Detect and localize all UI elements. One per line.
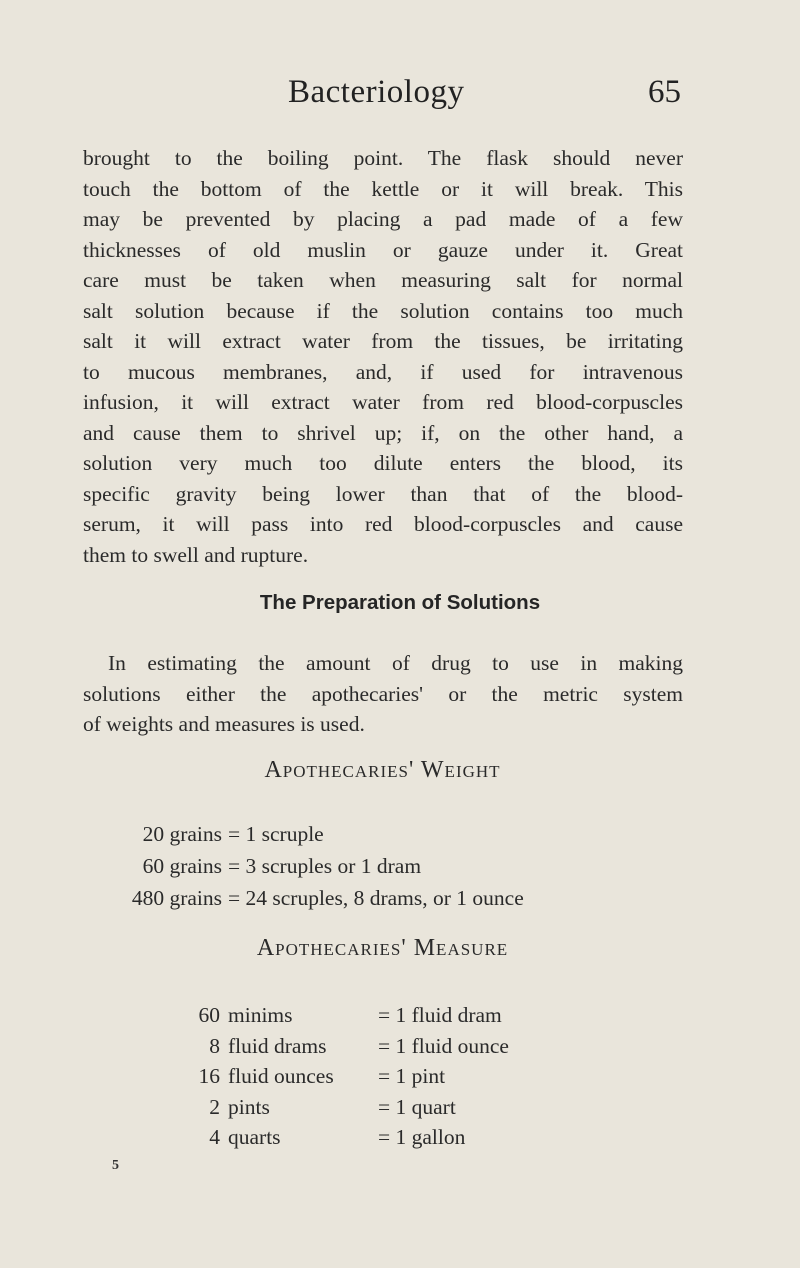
measure-table [0, 1003, 800, 1156]
text-line: may be prevented by placing a pad made of a few [83, 207, 683, 231]
text-line: to mucous membranes, and, if used for intravenous [83, 359, 683, 384]
text-line: specific gravity being lower than that of the blood- [83, 481, 683, 506]
weight-row [0, 822, 800, 854]
measure-unit: fluid ounces [228, 1064, 334, 1088]
measure-row [0, 1003, 800, 1034]
text-line: solutions either the apothecaries' or the metric system [83, 681, 683, 706]
weight-equivalent: = 3 scruples or 1 dram [228, 854, 422, 878]
text-line: infusion, it will extract water from red blood-corpuscles [83, 390, 683, 414]
measure-unit: pints [228, 1094, 270, 1119]
weight-table [0, 822, 800, 918]
text-line: touch the bottom of the kettle or it will break. This [83, 176, 683, 201]
text-line: solution very much too dilute enters the blood, its [83, 451, 683, 475]
running-head [0, 74, 800, 124]
body-paragraph [83, 648, 683, 740]
signature-mark: 5 [112, 1158, 119, 1173]
weight-equivalent: = 24 scruples, 8 drams, or 1 ounce [228, 886, 524, 910]
measure-equivalent: = 1 pint [378, 1064, 446, 1088]
text-line: thicknesses of old muslin or gauze under it. Great [83, 237, 683, 262]
section-heading: The Preparation of Solutions [259, 591, 541, 614]
text-line: salt it will extract water from the tissues, be irritating [83, 329, 683, 353]
text-line: In estimating the amount of drug to use in making [108, 651, 683, 675]
text-line: care must be taken when measuring salt for normal [83, 268, 683, 292]
measure-unit: fluid drams [228, 1033, 327, 1058]
measure-equivalent: = 1 quart [378, 1094, 456, 1119]
text-line: and cause them to shrivel up; if, on the other hand, a [83, 420, 683, 445]
text-line: salt solution because if the solution contains too much [83, 298, 683, 323]
measure-row [0, 1034, 800, 1065]
measure-quantity: 2 [209, 1094, 220, 1119]
text-line: them to swell and rupture. [83, 542, 309, 567]
measure-quantity: 60 [198, 1003, 220, 1027]
weight-table-heading: Apothecaries' Weight [264, 757, 501, 783]
weight-equivalent: = 1 scruple [228, 822, 324, 846]
measure-table-heading: Apothecaries' Measure [256, 935, 509, 961]
text-line: serum, it will pass into red blood-corpuscles and cause [83, 512, 683, 536]
weight-row [0, 886, 800, 918]
text-line: brought to the boiling point. The flask should never [83, 146, 683, 170]
measure-quantity: 4 [209, 1125, 220, 1149]
measure-row [0, 1064, 800, 1095]
text-line: of weights and measures is used. [83, 712, 365, 736]
measure-quantity: 8 [209, 1033, 220, 1058]
measure-equivalent: = 1 gallon [378, 1125, 466, 1149]
body-paragraph-continued [83, 143, 683, 570]
measure-equivalent: = 1 fluid dram [378, 1003, 502, 1027]
measure-unit: minims [228, 1003, 293, 1027]
measure-quantity: 16 [198, 1064, 220, 1088]
measure-equivalent: = 1 fluid ounce [378, 1033, 509, 1058]
weight-grains: 20 grains [142, 822, 222, 846]
measure-row [0, 1095, 800, 1126]
weight-row [0, 854, 800, 886]
page-number: 65 [648, 74, 681, 110]
measure-row [0, 1125, 800, 1156]
running-head-title: Bacteriology [288, 74, 465, 110]
weight-grains: 60 grains [142, 854, 222, 878]
weight-grains: 480 grains [131, 886, 222, 910]
measure-unit: quarts [228, 1125, 281, 1149]
